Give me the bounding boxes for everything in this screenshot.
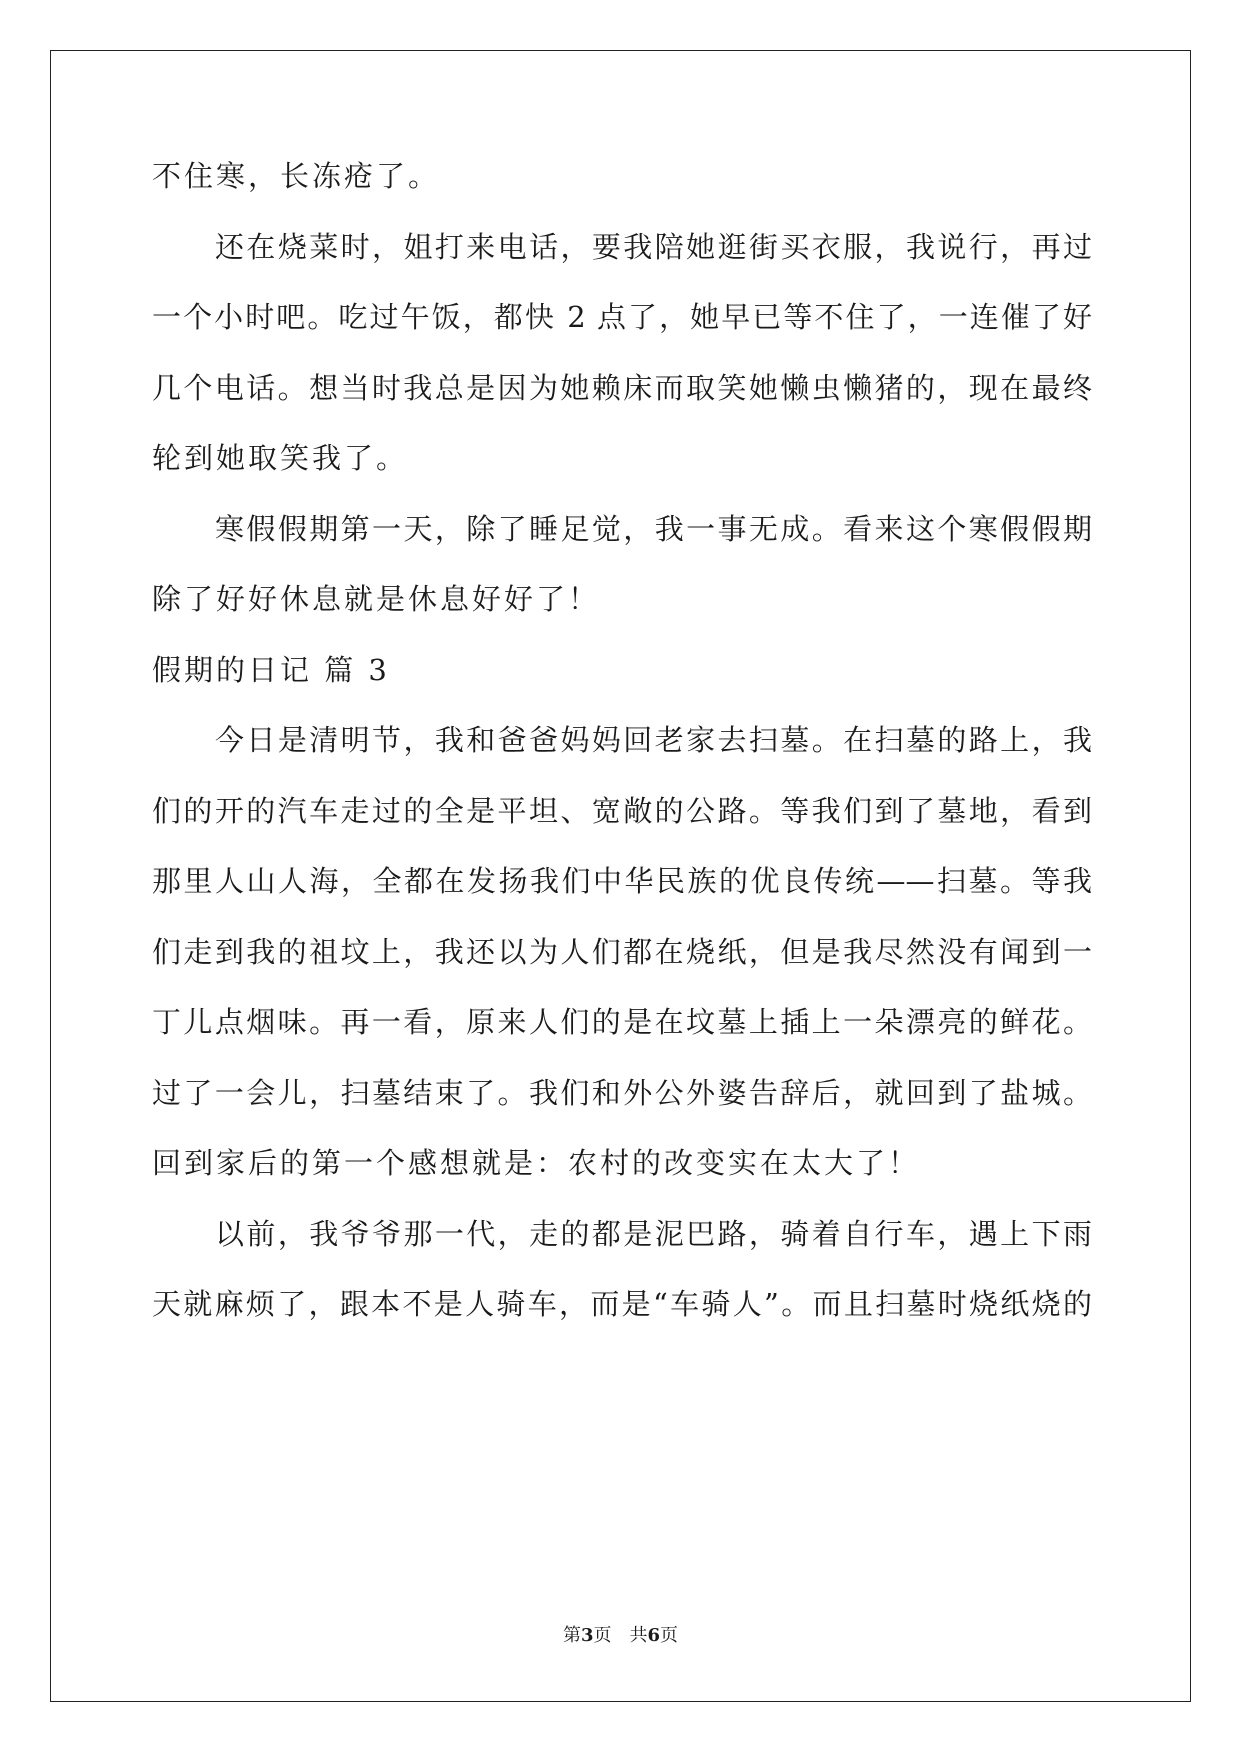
- text-line: 们走到我的祖坟上，我还以为人们都在烧纸，但是我尽然没有闻到一: [152, 935, 1092, 969]
- text-line: 们的开的汽车走过的全是平坦、宽敞的公路。等我们到了墓地，看到: [152, 794, 1092, 828]
- footer-prefix: 第: [562, 1625, 581, 1646]
- footer-suffix: 页: [660, 1625, 679, 1646]
- text-line: 不住寒，长冻疮了。: [152, 159, 441, 193]
- footer-mid: 页 共: [593, 1625, 648, 1646]
- text-line: 过了一会儿，扫墓结束了。我们和外公外婆告辞后，就回到了盐城。: [152, 1076, 1092, 1110]
- text-line: 丁儿点烟味。再一看，原来人们的是在坟墓上插上一朵漂亮的鲜花。: [152, 1005, 1092, 1039]
- text-line: 回到家后的第一个感想就是：农村的改变实在太大了！: [152, 1146, 921, 1180]
- current-page-number: 3: [580, 1625, 594, 1646]
- total-page-count: 6: [647, 1625, 661, 1646]
- page-footer: [0, 1624, 1241, 1648]
- text-line: 以前，我爷爷那一代，走的都是泥巴路，骑着自行车，遇上下雨: [215, 1217, 1092, 1251]
- text-line: 轮到她取笑我了。: [152, 441, 409, 475]
- text-line: 天就麻烦了，跟本不是人骑车，而是“车骑人”。而且扫墓时烧纸烧的: [152, 1287, 1092, 1321]
- text-line: 除了好好休息就是休息好好了！: [152, 582, 601, 616]
- section-heading: 假期的日记 篇 3: [152, 653, 390, 687]
- text-line: 今日是清明节，我和爸爸妈妈回老家去扫墓。在扫墓的路上，我: [215, 723, 1092, 757]
- text-line: 几个电话。想当时我总是因为她赖床而取笑她懒虫懒猪的，现在最终: [152, 371, 1092, 405]
- text-line: 还在烧菜时，姐打来电话，要我陪她逛街买衣服，我说行，再过: [215, 230, 1092, 264]
- text-line: 一个小时吧。吃过午饭，都快 2 点了，她早已等不住了，一连催了好: [152, 300, 1092, 334]
- text-line: 寒假假期第一天，除了睡足觉，我一事无成。看来这个寒假假期: [215, 512, 1092, 546]
- text-line: 那里人山人海，全都在发扬我们中华民族的优良传统——扫墓。等我: [152, 864, 1092, 898]
